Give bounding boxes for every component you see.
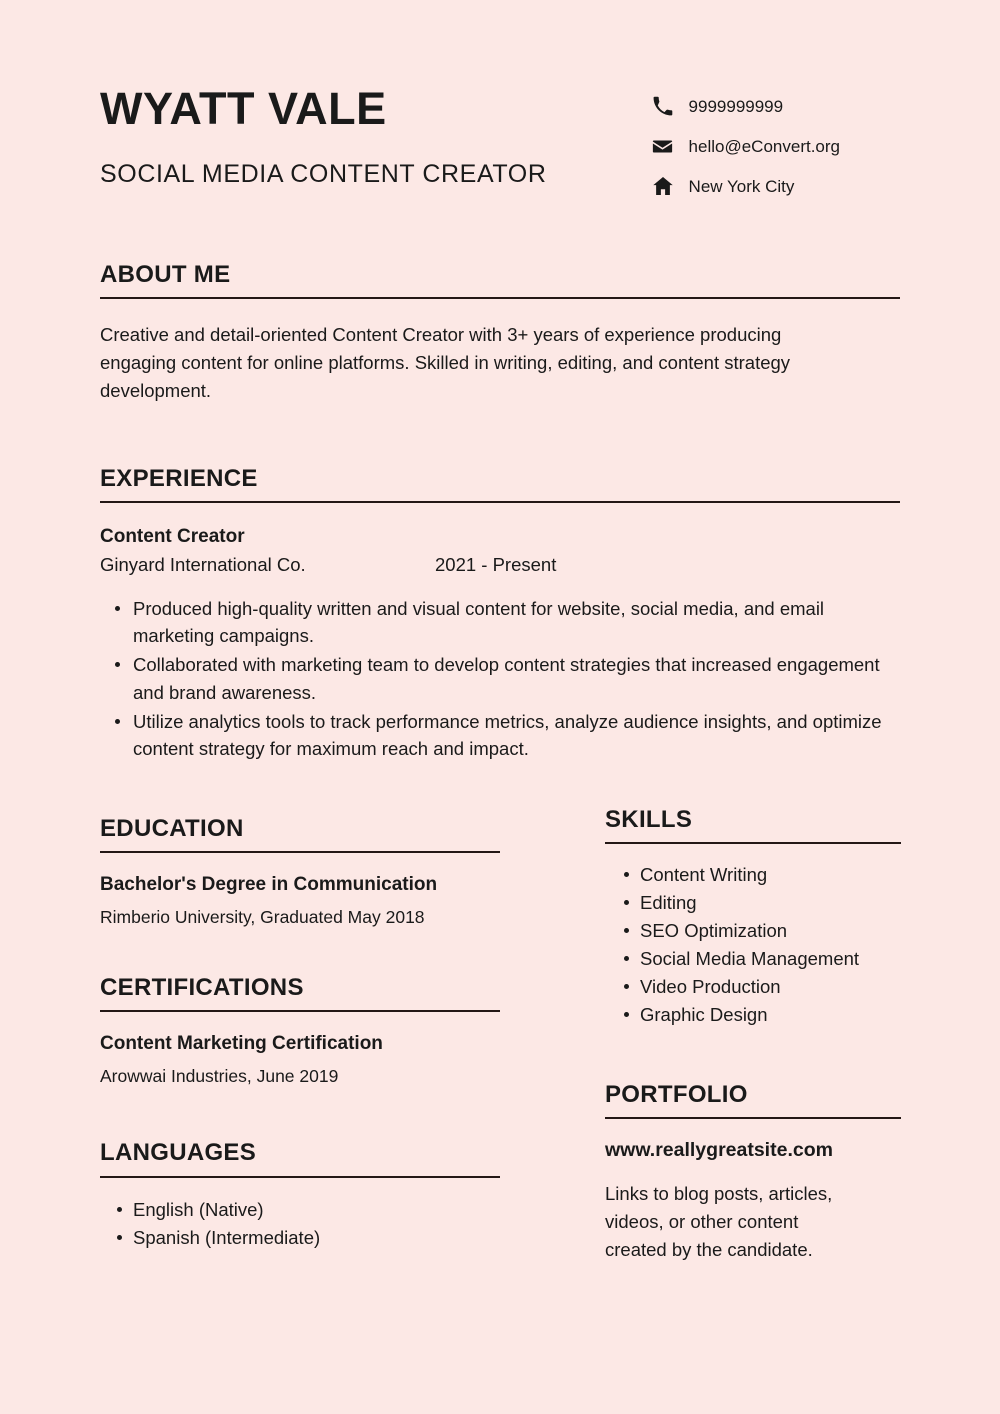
- header-identity: [100, 83, 547, 188]
- languages-title: LANGUAGES: [100, 1139, 257, 1167]
- section-education: [100, 816, 605, 929]
- job-bullet: Utilize analytics tools to track performance metrics, analyze audience insights, and optimize content strategy for maximum reach and impact.: [100, 708, 900, 764]
- lower-columns: [100, 806, 900, 1264]
- phone-icon: [651, 94, 675, 118]
- job-bullet: Collaborated with marketing team to develop content strategies that increased engagement and brand awareness.: [100, 651, 900, 707]
- experience-job: [100, 525, 900, 763]
- education-detail: Rimberio University, Graduated May 2018: [100, 907, 425, 928]
- portfolio-title: PORTFOLIO: [605, 1080, 748, 1108]
- education-title: EDUCATION: [100, 815, 244, 843]
- contact-phone[interactable]: [651, 94, 840, 118]
- list-item: English (Native): [100, 1196, 605, 1224]
- lower-left-column: [100, 816, 605, 1264]
- job-meta: [100, 554, 900, 576]
- contact-phone-value: 9999999999: [688, 96, 784, 116]
- list-item: Video Production: [605, 973, 901, 1001]
- education-degree: Bachelor's Degree in Communication: [100, 874, 438, 896]
- job-company: Ginyard International Co.: [100, 554, 306, 576]
- list-item: SEO Optimization: [605, 917, 901, 945]
- list-item: Graphic Design: [605, 1001, 901, 1029]
- languages-list: [100, 1196, 605, 1252]
- skills-title: SKILLS: [605, 806, 693, 834]
- candidate-name: WYATT VALE: [100, 83, 387, 134]
- portfolio-url[interactable]: www.reallygreatsite.com: [605, 1139, 833, 1162]
- list-item: Editing: [605, 889, 901, 917]
- experience-title: EXPERIENCE: [100, 464, 258, 492]
- certifications-title: CERTIFICATIONS: [100, 973, 304, 1001]
- languages-rule: [100, 1176, 500, 1178]
- list-item: Social Media Management: [605, 945, 901, 973]
- portfolio-rule: [605, 1117, 901, 1119]
- skills-rule: [605, 842, 901, 844]
- section-certifications: [100, 975, 605, 1088]
- contact-email[interactable]: [651, 134, 840, 158]
- portfolio-description: Links to blog posts, articles, videos, or other content created by the candidate.: [605, 1183, 833, 1260]
- certification-name: Content Marketing Certification: [100, 1032, 383, 1054]
- job-bullet-list: [100, 595, 900, 764]
- envelope-icon: [651, 134, 675, 158]
- section-portfolio: [605, 1082, 901, 1264]
- contact-location[interactable]: [651, 174, 840, 198]
- list-item: Content Writing: [605, 861, 901, 889]
- certification-detail: Arowwai Industries, June 2019: [100, 1065, 339, 1086]
- section-skills: [605, 807, 901, 1029]
- certifications-rule: [100, 1010, 500, 1012]
- about-me-rule: [100, 297, 900, 299]
- home-icon: [651, 174, 675, 198]
- job-bullet: Produced high-quality written and visual content for website, social media, and email marketing campaigns.: [100, 595, 900, 651]
- education-rule: [100, 851, 500, 853]
- lower-right-column: [605, 807, 901, 1264]
- contact-list: [651, 86, 900, 198]
- section-languages: [100, 1140, 605, 1251]
- experience-rule: [100, 501, 900, 503]
- education-entry: [100, 873, 605, 928]
- about-me-title: ABOUT ME: [100, 261, 231, 288]
- section-experience: [100, 466, 900, 764]
- contact-location-value: New York City: [688, 176, 795, 196]
- job-position: Content Creator: [100, 525, 245, 547]
- contact-email-value: hello@eConvert.org: [688, 136, 840, 156]
- job-dates: 2021 - Present: [435, 554, 557, 576]
- skills-list: [605, 861, 901, 1029]
- section-about-me: [100, 262, 900, 406]
- certification-entry: [100, 1032, 605, 1087]
- candidate-role: SOCIAL MEDIA CONTENT CREATOR: [100, 160, 547, 188]
- list-item: Spanish (Intermediate): [100, 1224, 605, 1252]
- about-me-body: Creative and detail-oriented Content Creator with 3+ years of experience producing engaging content for online platforms. Skilled in writing, editing, and content strategy development.: [100, 324, 791, 402]
- resume-header: [100, 0, 900, 198]
